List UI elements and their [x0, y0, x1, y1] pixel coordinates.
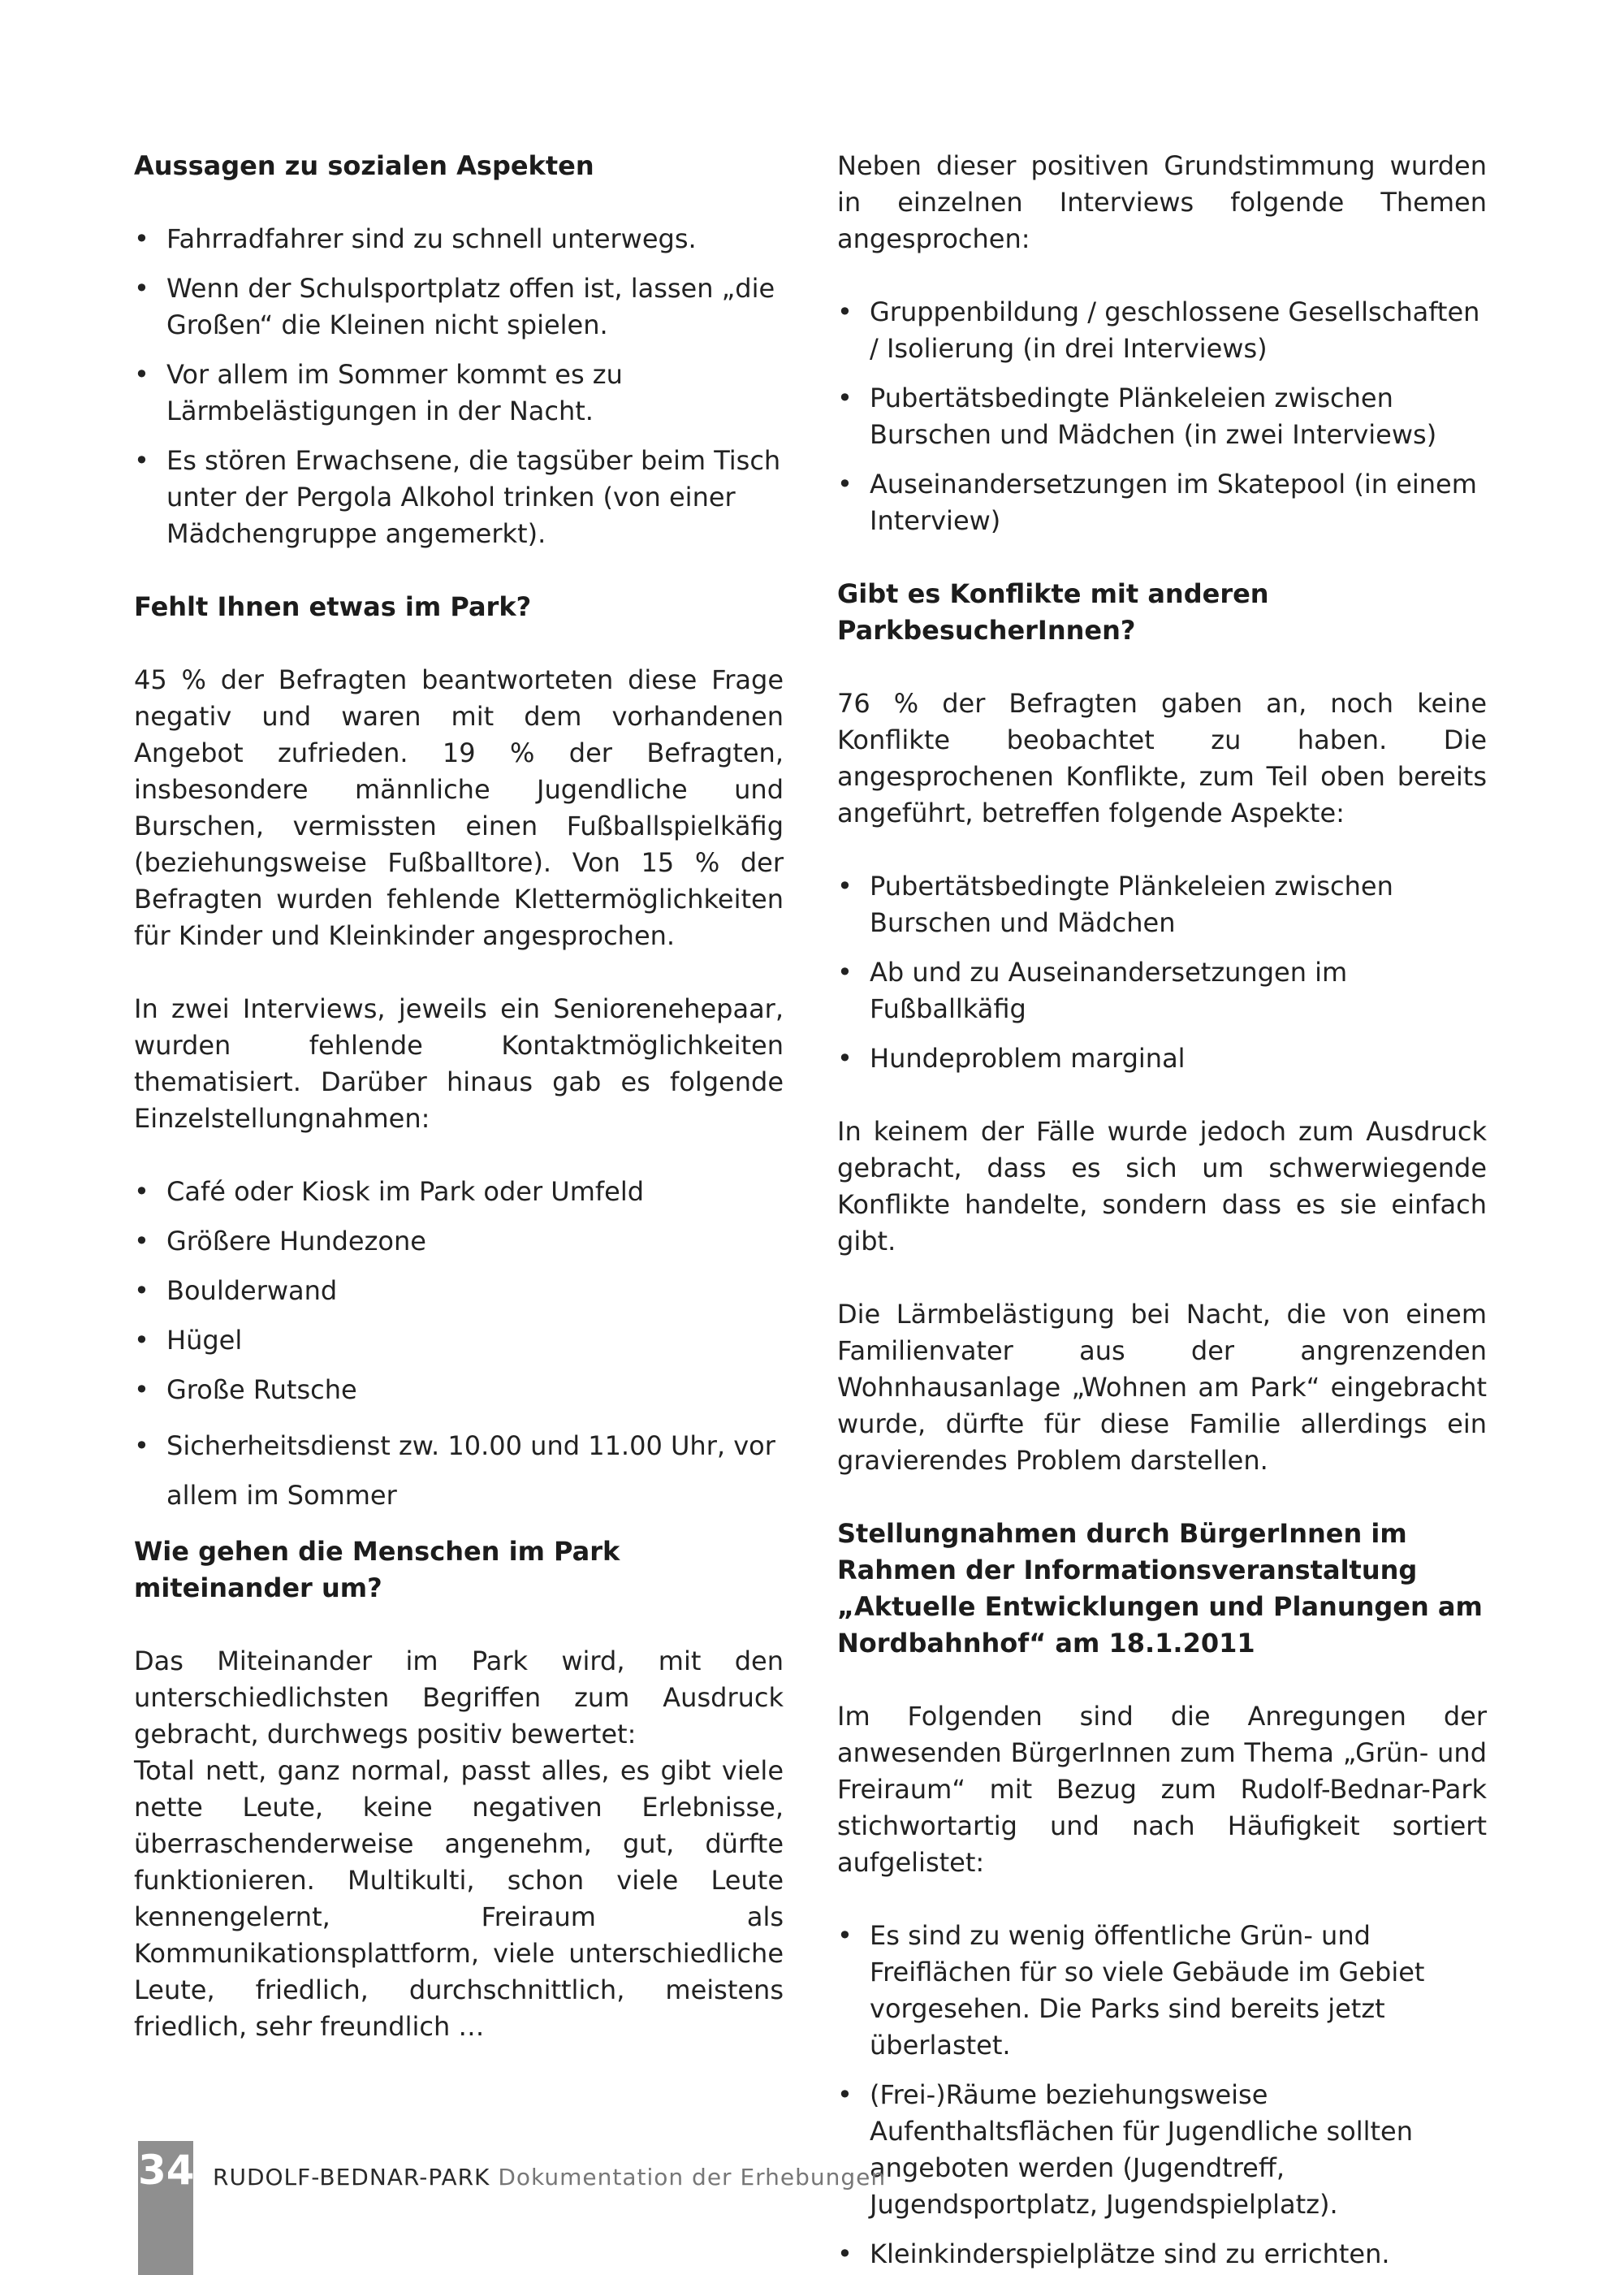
list-item: • Pubertätsbedingte Plänkeleien zwischen Burschen und Mädchen — [837, 868, 1487, 941]
page-number: 34 — [138, 2147, 195, 2194]
list-item: • Es stören Erwachsene, die tagsüber beim Tisch unter der Pergola Alkohol trinken (von einer Mädchengruppe angemerkt). — [134, 443, 784, 552]
intro-topics-list — [837, 294, 1487, 539]
list-item: • Fahrradfahrer sind zu schnell unterwegs. — [134, 221, 784, 257]
footer-subtitle: Dokumentation der Erhebungen — [498, 2164, 887, 2191]
heading-social-aspects: Aussagen zu sozialen Aspekten — [134, 150, 594, 181]
list-item: • (Frei-)Räume beziehungsweise Aufenthaltsflächen für Jugendliche sollten angeboten werden (Jugendtreff, Jugendsportplatz, Jugendspielplatz). — [837, 2077, 1487, 2223]
list-item: • Größere Hundezone — [134, 1223, 784, 1260]
footer-running-title — [213, 2163, 886, 2192]
list-item: • Sicherheitsdienst zw. 10.00 und 11.00 Uhr, vor allem im Sommer — [134, 1421, 784, 1520]
paragraph-intro: Neben dieser positiven Grundstimmung wurden in einzelnen Interviews folgende Themen angesprochen: — [837, 150, 1487, 254]
heading-missing-in-park: Fehlt Ihnen etwas im Park? — [134, 591, 532, 622]
list-item: • Hügel — [134, 1322, 784, 1359]
heading-together: Wie gehen die Menschen im Park miteinander um? — [134, 1536, 620, 1603]
heading-statements: Stellungnahmen durch BürgerInnen im Rahmen der Informationsveranstaltung „Aktuelle Entwicklungen und Planungen am Nordbahnhof“ am 18.1.2011 — [837, 1518, 1483, 1659]
statements-list — [837, 1918, 1487, 2273]
paragraph-statements: Im Folgenden sind die Anregungen der anwesenden BürgerInnen zum Thema „Grün- und Freiraum“ mit Bezug zum Rudolf-Bednar-Park stichwortartig und nach Häufigkeit sortiert aufgelistet: — [837, 1701, 1487, 1878]
paragraph-noise: Die Lärmbelästigung bei Nacht, die von einem Familienvater aus der angrenzenden Wohnhausanlage „Wohnen am Park“ eingebracht wurde, dürfte für diese Familie allerdings ein gravierendes Problem darstellen. — [837, 1299, 1487, 1476]
left-column — [134, 148, 784, 2045]
paragraph-missing-2: In zwei Interviews, jeweils ein Seniorenehepaar, wurden fehlende Kontaktmöglichkeiten thematisiert. Darüber hinaus gab es folgende Einzelstellungnahmen: — [134, 993, 784, 1134]
list-item: • Es sind zu wenig öffentliche Grün- und Freiflächen für so viele Gebäude im Gebiet vorgesehen. Die Parks sind bereits jetzt überlastet. — [837, 1918, 1487, 2064]
footer-title: RUDOLF-BEDNAR-PARK — [213, 2164, 490, 2191]
list-item: • Kleinkinderspielplätze sind zu errichten. — [837, 2236, 1487, 2273]
conflicts-list — [837, 868, 1487, 1077]
list-item: • Vor allem im Sommer kommt es zu Lärmbelästigungen in der Nacht. — [134, 357, 784, 430]
list-item: • Hundeproblem marginal — [837, 1040, 1487, 1077]
paragraph-conflicts-2: In keinem der Fälle wurde jedoch zum Ausdruck gebracht, dass es sich um schwerwiegende Konflikte handelte, sondern dass es sie einfach gibt. — [837, 1116, 1487, 1256]
list-item: • Boulderwand — [134, 1273, 784, 1309]
heading-conflicts: Gibt es Konflikte mit anderen ParkbesucherInnen? — [837, 578, 1269, 646]
paragraph-conflicts: 76 % der Befragten gaben an, noch keine Konflikte beobachtet zu haben. Die angesprochenen Konflikte, zum Teil oben bereits angeführt, betreffen folgende Aspekte: — [837, 688, 1487, 828]
list-item: • Große Rutsche — [134, 1372, 784, 1408]
paragraph-together-1: Das Miteinander im Park wird, mit den unterschiedlichsten Begriffen zum Ausdruck gebracht, durchwegs positiv bewertet: — [134, 1646, 784, 1750]
paragraph-together-2: Total nett, ganz normal, passt alles, es gibt viele nette Leute, keine negativen Erlebnisse, überraschenderweise angenehm, gut, dürfte funktionieren. Multikulti, schon viele Leute kennengelernt, Freiraum als Kommunikationsplattform, viele unterschiedliche Leute, friedlich, durchschnittlich, meistens friedlich, sehr freundlich … — [134, 1755, 784, 2042]
list-item: • Café oder Kiosk im Park oder Umfeld — [134, 1174, 784, 1210]
social-aspects-list — [134, 221, 784, 552]
list-item: • Wenn der Schulsportplatz offen ist, lassen „die Großen“ die Kleinen nicht spielen. — [134, 270, 784, 344]
paragraph-missing-1: 45 % der Befragten beantworteten diese Frage negativ und waren mit dem vorhandenen Angebot zufrieden. 19 % der Befragten, insbesondere männliche Jugendliche und Burschen, vermissten einen Fußballspielkäfig (beziehungsweise Fußballtore). Von 15 % der Befragten wurden fehlende Klettermöglichkeiten für Kinder und Kleinkinder angesprochen. — [134, 664, 784, 951]
list-item: • Gruppenbildung / geschlossene Gesellschaften / Isolierung (in drei Interviews) — [837, 294, 1487, 367]
right-column — [837, 148, 1487, 2273]
list-item: • Pubertätsbedingte Plänkeleien zwischen Burschen und Mädchen (in zwei Interviews) — [837, 380, 1487, 453]
list-item: • Auseinandersetzungen im Skatepool (in einem Interview) — [837, 466, 1487, 539]
missing-items-list — [134, 1174, 784, 1520]
list-item: • Ab und zu Auseinandersetzungen im Fußballkäfig — [837, 954, 1487, 1027]
